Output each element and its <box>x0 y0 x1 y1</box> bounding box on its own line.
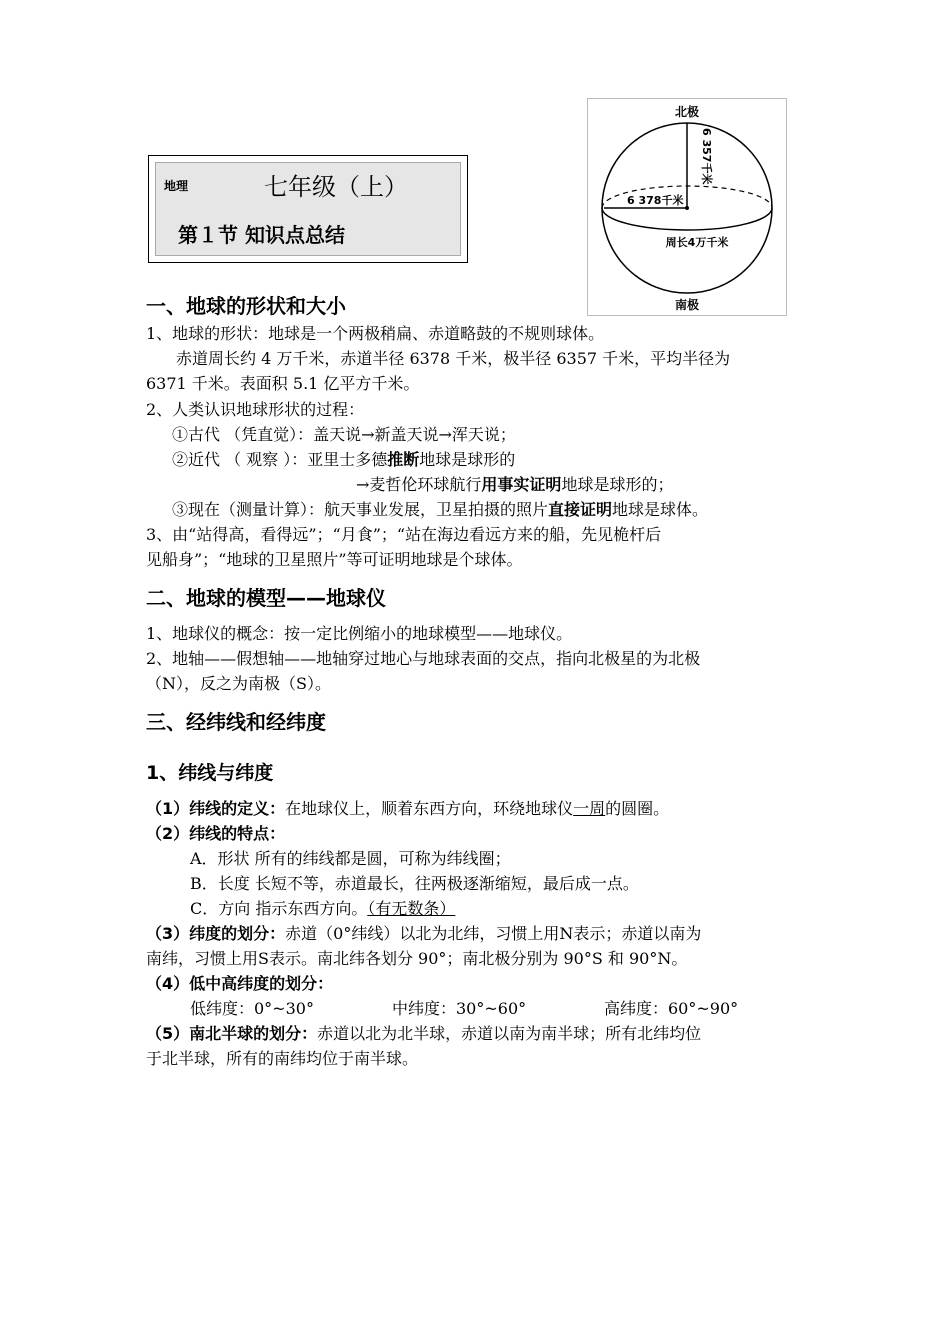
grade-title: 七年级（上） <box>264 173 408 201</box>
size-text-2: 6371 千米。表面积 5.1 亿平方千米。 <box>146 374 420 393</box>
high-latitude: 高纬度：60°~90° <box>604 999 739 1018</box>
history-modern-1-bold: 推断 <box>387 450 420 469</box>
size-text-1: 赤道周长约 4 万千米，赤道半径 6378 千米，极半径 6357 千米，平均半径为 <box>176 349 731 368</box>
latitude-zones-label: （4）低中高纬度的划分： <box>146 974 334 993</box>
subsection-latitude-heading: 1、纬线与纬度 <box>146 762 274 784</box>
history-now-post: 地球是球体。 <box>612 500 709 519</box>
history-ancient: ①古代 （凭直觉）：盖天说→新盖天说→浑天说； <box>172 425 516 444</box>
latitude-features-label: （2）纬线的特点： <box>146 824 286 843</box>
history-now-bold: 直接证明 <box>548 500 613 519</box>
section-3-heading: 三、经纬线和经纬度 <box>146 710 326 734</box>
shape-definition: 1、地球的形状：地球是一个两极稍扁、赤道略鼓的不规则球体。 <box>146 324 605 343</box>
history-modern-2-bold: 用事实证明 <box>481 475 562 494</box>
history-modern-2-pre: →麦哲伦环球航行 <box>356 475 482 494</box>
north-pole-label: 北极 <box>674 105 700 119</box>
history-modern-1 <box>172 448 515 472</box>
latitude-definition-label: （1）纬线的定义： <box>146 799 286 818</box>
latitude-definition-underline: 一周 <box>573 799 606 818</box>
title-box <box>148 155 468 263</box>
latitude-division-label: （3）纬度的划分： <box>146 924 286 943</box>
center-dot <box>685 206 689 210</box>
feature-shape: A．形状 所有的纬线都是圆，可称为纬线圈； <box>190 849 511 868</box>
feature-direction-pre: C．方向 指示东西方向。 <box>190 899 368 918</box>
history-modern-1-post: 地球是球形的 <box>419 450 516 469</box>
feature-direction-underline: （有无数条） <box>367 899 456 918</box>
circumference-label: 周长4万千米 <box>665 236 729 249</box>
latitude-division-2: 南纬，习惯上用S表示。南北纬各划分 90°；南北极分别为 90°S 和 90°N。 <box>146 949 688 968</box>
earth-axis-1: 2、地轴——假想轴——地轴穿过地心与地球表面的交点，指向北极星的为北极 <box>146 649 701 668</box>
south-pole-label: 南极 <box>674 298 700 312</box>
globe-figure <box>587 98 787 316</box>
evidence-text-2: 见船身”；“地球的卫星照片”等可证明地球是个球体。 <box>146 550 523 569</box>
latitude-definition <box>146 797 669 821</box>
section-2-heading: 二、地球的模型——地球仪 <box>146 586 386 610</box>
history-now-pre: ③现在（测量计算）：航天事业发展，卫星拍摄的照片 <box>172 500 549 519</box>
title-box-inner <box>155 162 461 256</box>
hemisphere-division-label: （5）南北半球的划分： <box>146 1024 318 1043</box>
history-modern-2-post: 地球是球形的； <box>561 475 674 494</box>
globe-concept: 1、地球仪的概念：按一定比例缩小的地球模型——地球仪。 <box>146 624 573 643</box>
hemisphere-division-2: 于北半球，所有的南纬均位于南半球。 <box>146 1049 419 1068</box>
latitude-definition-post: 的圆圈。 <box>605 799 670 818</box>
section-title: 第１节 知识点总结 <box>178 223 345 247</box>
hemisphere-division-text-a: 赤道以北为北半球，赤道以南为南半球；所有北纬均位 <box>317 1024 702 1043</box>
latitude-division-text-a: 赤道（0°纬线）以北为北纬，习惯上用N表示；赤道以南为 <box>285 924 702 943</box>
hemisphere-division-1 <box>146 1022 701 1046</box>
feature-length: B．长度 长短不等，赤道最长，往两极逐渐缩短，最后成一点。 <box>190 874 639 893</box>
history-modern-2 <box>356 473 673 497</box>
evidence-text-1: 3、由“站得高，看得远”；“月食”；“站在海边看远方来的船，先见桅杆后 <box>146 525 662 544</box>
polar-radius-label: 6 357千米 <box>700 128 713 185</box>
low-latitude: 低纬度：0°~30° <box>190 999 314 1018</box>
section-1-heading: 一、地球的形状和大小 <box>146 294 346 318</box>
latitude-division-1 <box>146 922 701 946</box>
earth-axis-2: （N），反之为南极（S）。 <box>146 674 331 693</box>
history-now <box>172 498 708 522</box>
latitude-definition-pre: 在地球仪上，顺着东西方向，环绕地球仪 <box>285 799 574 818</box>
equator-radius-label: 6 378千米 <box>627 194 684 207</box>
history-intro: 2、人类认识地球形状的过程： <box>146 400 365 419</box>
subject-label: 地理 <box>164 179 189 193</box>
history-modern-1-pre: ②近代 （ 观察 ）：亚里士多德 <box>172 450 388 469</box>
feature-direction <box>190 897 455 921</box>
mid-latitude: 中纬度：30°~60° <box>392 999 527 1018</box>
